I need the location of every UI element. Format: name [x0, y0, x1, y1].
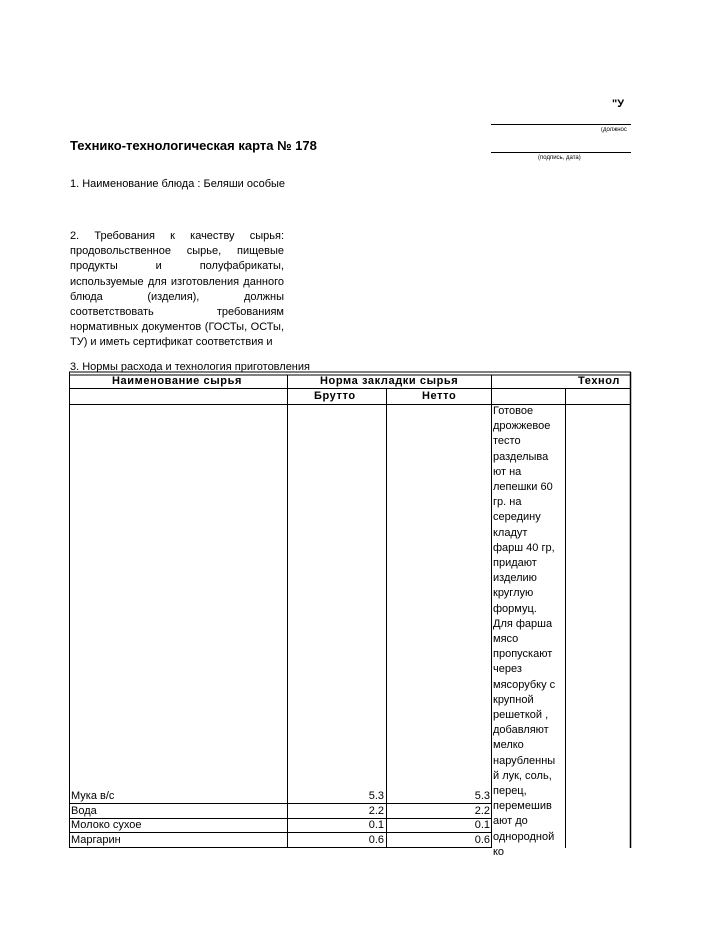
quality-requirements: 2. Требования к качеству сырья: продовольственное сырье, пищевые продукты и полуфабрикаты, используемые для изготовления данного блюда (изделия), должны соответствовать требованиям нормативных документов (ГОСТы, ОСТы, ТУ) и иметь сертификат соответствия и [70, 230, 284, 349]
position-caption: (должнос [601, 127, 627, 133]
signature-caption: (подпись, дата) [538, 155, 581, 161]
table-row-netto: 2.2 [474, 805, 490, 817]
section-norms-heading: 3. Нормы расхода и технология приготовления [70, 361, 310, 373]
table-row-netto: 5.3 [474, 790, 490, 802]
col-header-technology: Технол [578, 375, 620, 387]
technology-text: Готовое дрожжевое тесто разделыва ют на лепешки 60 гр. на середину кладут фарш 40 гр, придают изделию круглую формуц. Для фарша мясо пропускают через мясорубку с крупной решеткой , добавляют мелко нарубленны й лук, соль, перец, перемешив ают до однородной ко [493, 405, 556, 858]
table-row-brutto: 0.6 [368, 834, 384, 846]
table-row-name: Вода [71, 805, 97, 817]
table-row-name: Маргарин [71, 834, 121, 846]
document-title: Технико-технологическая карта № 178 [70, 138, 317, 153]
sub-header-netto: Нетто [422, 390, 457, 402]
table-row-netto: 0.1 [474, 819, 490, 831]
table-row-name: Мука в/с [71, 790, 115, 802]
sub-header-brutto: Брутто [314, 390, 356, 402]
approval-heading: "У [612, 98, 625, 110]
table-row-brutto: 0.1 [368, 819, 384, 831]
table-row-brutto: 5.3 [368, 790, 384, 802]
dish-name: 1. Наименование блюда : Беляши особые [70, 178, 286, 190]
table-row-netto: 0.6 [474, 834, 490, 846]
position-line [491, 124, 631, 125]
table-row-name: Молоко сухое [71, 819, 142, 831]
signature-line [491, 152, 631, 153]
col-header-name: Наименование сырья [112, 375, 242, 387]
col-header-norm: Норма закладки сырья [320, 375, 459, 387]
table-row-brutto: 2.2 [368, 805, 384, 817]
